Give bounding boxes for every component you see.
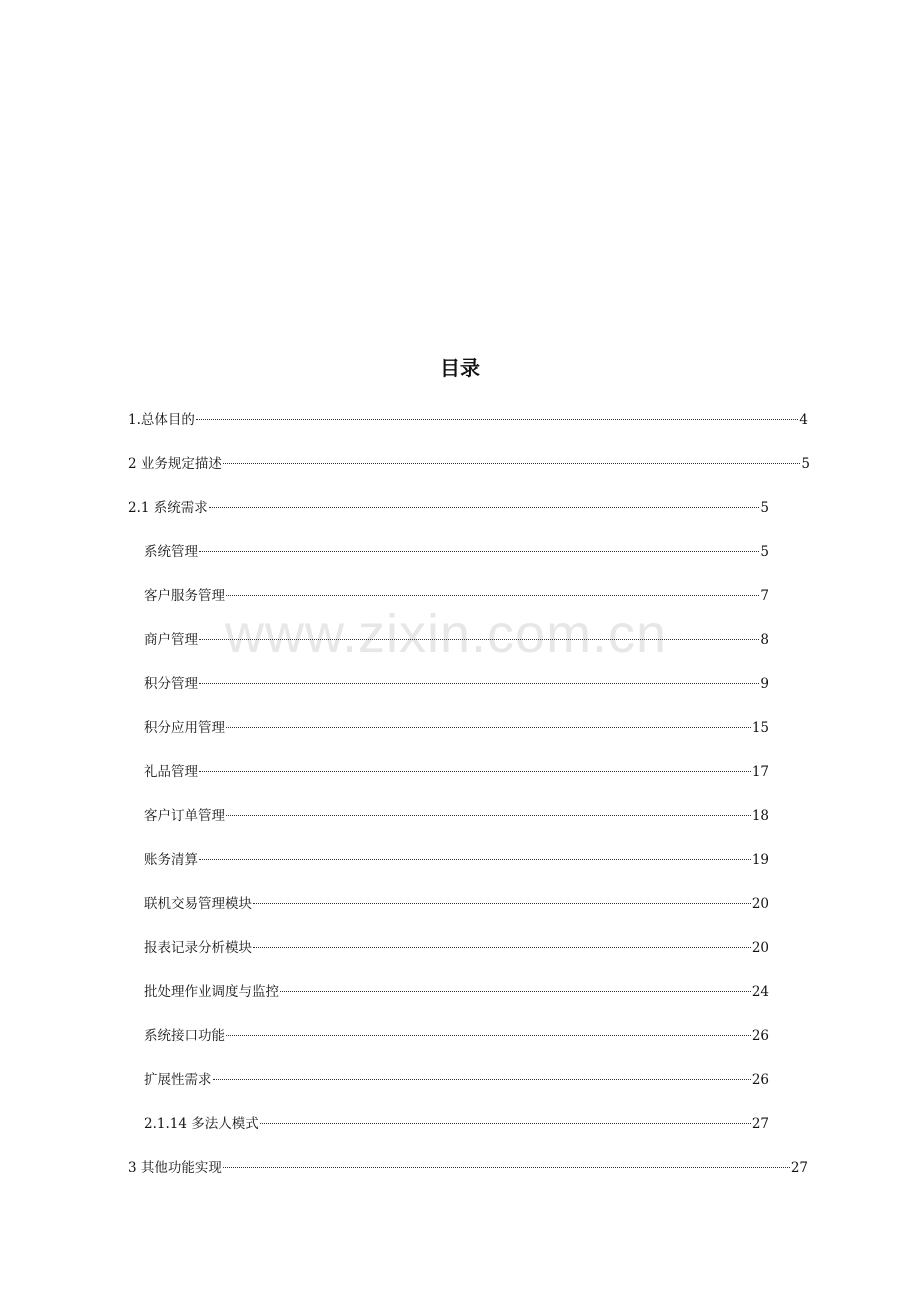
dot-leader <box>226 594 759 596</box>
toc-entry-label: 2.1.14 多法人模式 <box>144 1116 259 1132</box>
toc-entry-label: 系统管理 <box>144 544 198 560</box>
toc-entry-label: 客户订单管理 <box>144 808 225 824</box>
toc-entry-label: 礼品管理 <box>144 764 198 780</box>
toc-entry[interactable] <box>144 982 769 1002</box>
toc-entry-label: 系统接口功能 <box>144 1028 225 1044</box>
toc-entry-page: 20 <box>751 940 769 956</box>
watermark: www.zixin.com.cn <box>225 604 668 664</box>
toc-entry[interactable] <box>144 674 769 694</box>
toc-entry-page: 9 <box>760 676 769 692</box>
toc-entry-page: 26 <box>751 1072 769 1088</box>
toc-entry[interactable] <box>144 806 769 826</box>
toc-entry[interactable] <box>144 762 769 782</box>
toc-entry-label: 2.1 系统需求 <box>128 500 208 516</box>
toc-entry[interactable] <box>128 454 810 474</box>
dot-leader <box>213 1078 751 1080</box>
toc-entry-page: 5 <box>760 544 769 560</box>
toc-entry-label: 账务清算 <box>144 852 198 868</box>
dot-leader <box>226 814 751 816</box>
dot-leader <box>209 506 760 508</box>
toc-entry[interactable] <box>144 938 769 958</box>
toc-entry-page: 27 <box>751 1116 769 1132</box>
dot-leader <box>199 550 759 552</box>
toc-entry-label: 商户管理 <box>144 632 198 648</box>
toc-entry-label: 扩展性需求 <box>144 1072 212 1088</box>
toc-entry[interactable] <box>144 1026 769 1046</box>
toc-entry-page: 18 <box>751 808 769 824</box>
dot-leader <box>260 1122 751 1124</box>
toc-entry-page: 4 <box>799 412 808 428</box>
toc-entry-label: 联机交易管理模块 <box>144 896 252 912</box>
toc-entry[interactable] <box>144 1070 769 1090</box>
dot-leader <box>253 946 751 948</box>
toc-entry-page: 5 <box>801 456 810 472</box>
toc-entry-label: 积分管理 <box>144 676 198 692</box>
toc-entry[interactable] <box>144 1114 769 1134</box>
dot-leader <box>199 770 751 772</box>
toc-entry[interactable] <box>144 586 769 606</box>
toc-entry-page: 17 <box>751 764 769 780</box>
dot-leader <box>199 682 759 684</box>
toc-entry-label: 1.总体目的 <box>128 412 195 428</box>
toc-entry-page: 8 <box>760 632 769 648</box>
toc-entry-label: 批处理作业调度与监控 <box>144 984 279 1000</box>
toc-entry-label: 2 业务规定描述 <box>128 456 222 472</box>
toc-entry-label: 报表记录分析模块 <box>144 940 252 956</box>
toc-entry-page: 15 <box>751 720 769 736</box>
dot-leader <box>226 726 751 728</box>
toc-entry-page: 5 <box>760 500 769 516</box>
dot-leader <box>223 462 801 464</box>
toc-entry-label: 客户服务管理 <box>144 588 225 604</box>
dot-leader <box>226 1034 751 1036</box>
toc-entry-label: 3 其他功能实现 <box>128 1160 222 1176</box>
dot-leader <box>280 990 751 992</box>
toc-entry[interactable] <box>144 542 769 562</box>
dot-leader <box>223 1166 790 1168</box>
dot-leader <box>253 902 751 904</box>
toc-entry-page: 27 <box>790 1160 808 1176</box>
dot-leader <box>199 638 759 640</box>
toc-entry-page: 19 <box>751 852 769 868</box>
toc-entry[interactable] <box>128 1158 808 1178</box>
toc-entry-page: 26 <box>751 1028 769 1044</box>
toc-entry[interactable] <box>144 894 769 914</box>
toc-entry-page: 7 <box>760 588 769 604</box>
toc-entry-page: 20 <box>751 896 769 912</box>
dot-leader <box>199 858 751 860</box>
toc-entry[interactable] <box>144 718 769 738</box>
toc-entry-label: 积分应用管理 <box>144 720 225 736</box>
toc-entry-page: 24 <box>751 984 769 1000</box>
toc-entry[interactable] <box>128 410 808 430</box>
toc-entry[interactable] <box>128 498 769 518</box>
toc-entry[interactable] <box>144 850 769 870</box>
toc-title: 目录 <box>440 356 480 380</box>
dot-leader <box>196 418 799 420</box>
toc-entry[interactable] <box>144 630 769 650</box>
